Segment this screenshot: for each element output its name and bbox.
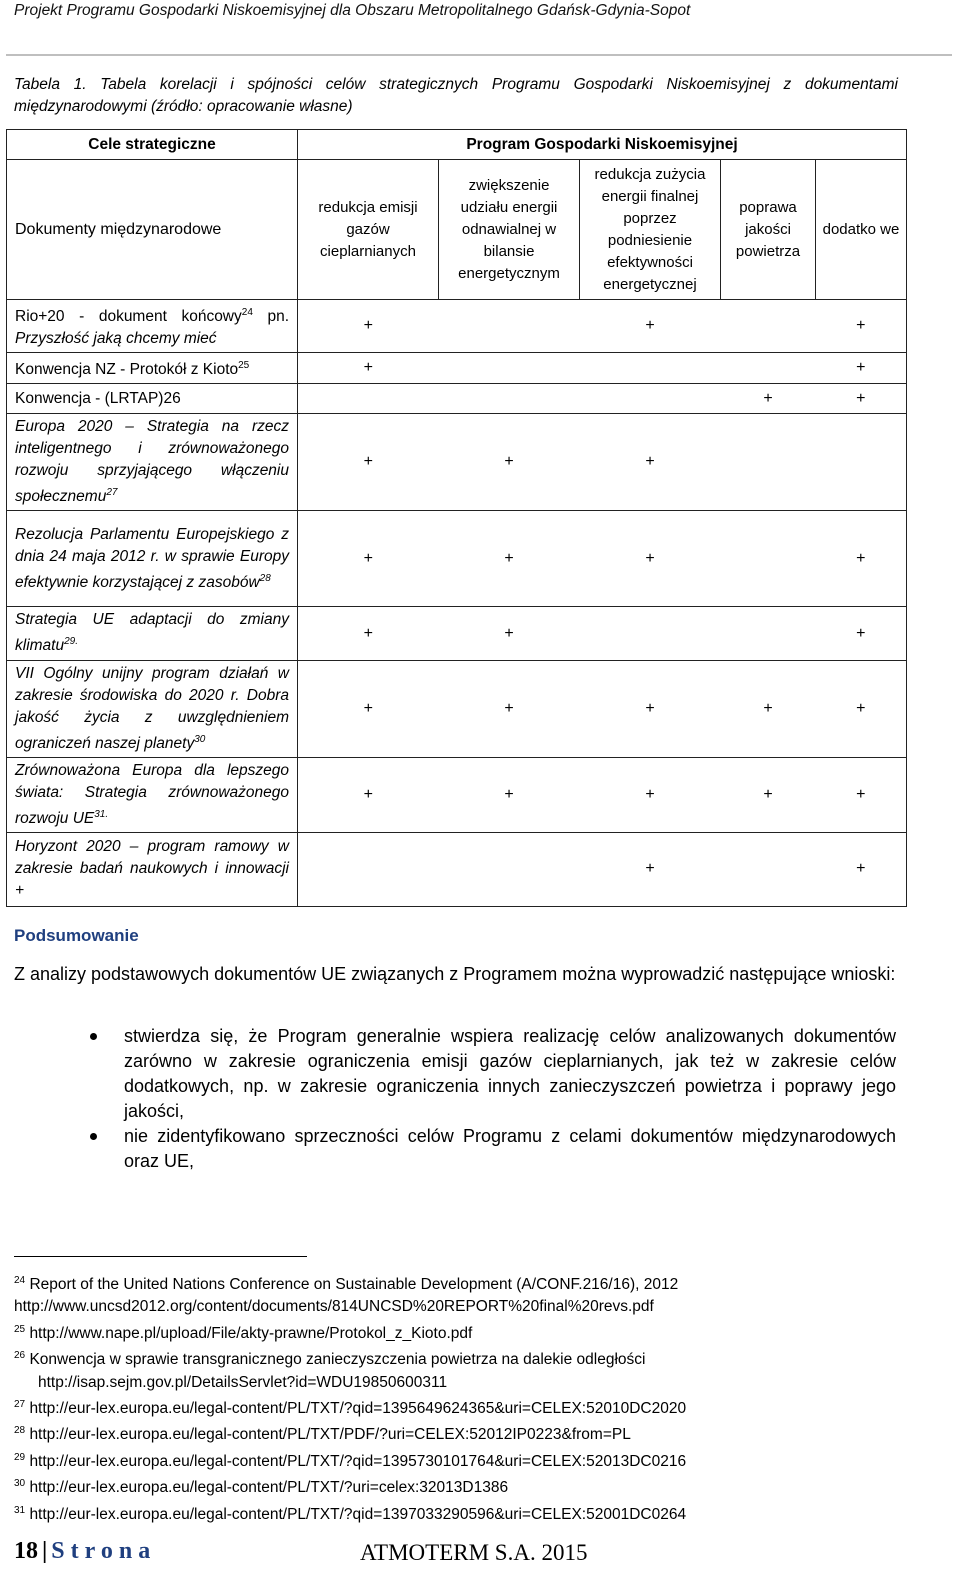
document-cell: [7, 757, 298, 832]
footnote-text: Report of the United Nations Conference on Sustainable Development (A/CONF.216/16), 2012: [29, 1276, 679, 1294]
mark-cell: +: [721, 384, 816, 414]
footnote-number: 31: [14, 1504, 26, 1516]
footnote: [14, 1345, 914, 1394]
table-row: [7, 757, 907, 832]
footnote: [14, 1270, 914, 1319]
mark-cell: +: [580, 757, 721, 832]
mark-cell: +: [721, 757, 816, 832]
running-header: Projekt Programu Gospodarki Niskoemisyjnej dla Obszaru Metropolitalnego Gdańsk-Gdynia-Sopot: [14, 2, 691, 19]
footnote-ref: 28: [259, 572, 271, 584]
column-header-energy-efficiency: redukcja zużycia energii finalnej poprzez podniesienie efektywności energetycznej: [580, 160, 721, 300]
bullet-icon: [90, 1033, 97, 1040]
footnote: [14, 1319, 914, 1345]
mark-cell: +: [721, 660, 816, 757]
table-row: [7, 660, 907, 757]
mark-cell: [721, 414, 816, 511]
program-header: Program Gospodarki Niskoemisyjnej: [298, 130, 907, 160]
mark-cell: +: [298, 414, 439, 511]
mark-cell: +: [816, 660, 907, 757]
mark-cell: +: [298, 607, 439, 660]
column-header-renewable-share: zwiększenie udziału energii odnawialnej w bilansie energetycznym: [439, 160, 580, 300]
document-name: Rio+20 - dokument końcowy: [15, 308, 242, 326]
footnote-text: http://eur-lex.europa.eu/legal-content/PL/TXT/?qid=1395730101764&uri=CELEX:52013DC0216: [29, 1453, 687, 1471]
document-name-cont: pn.: [252, 308, 289, 326]
footnote: [14, 1447, 914, 1473]
mark-cell: [439, 353, 580, 384]
mark-cell: +: [439, 757, 580, 832]
table-row: [7, 384, 907, 414]
footnote-number: 27: [14, 1398, 26, 1410]
footnote: [14, 1500, 914, 1526]
footnote-link: http://www.uncsd2012.org/content/documents/814UNCSD%20REPORT%20final%20revs.pdf: [14, 1298, 654, 1316]
mark-cell: +: [580, 660, 721, 757]
mark-cell: +: [816, 607, 907, 660]
footnote-text: Konwencja w sprawie transgranicznego zanieczyszczenia powietrza na dalekie odległości: [29, 1351, 646, 1369]
mark-cell: [721, 353, 816, 384]
mark-cell: +: [580, 511, 721, 607]
document-name: Konwencja NZ - Protokół z Kioto: [15, 361, 239, 379]
mark-cell: +: [439, 660, 580, 757]
document-name: Strategia UE adaptacji do zmiany klimatu: [15, 611, 289, 655]
footnote-text: http://eur-lex.europa.eu/legal-content/PL/TXT/PDF/?uri=CELEX:52012IP0223&from=PL: [29, 1426, 631, 1444]
mark-cell: [721, 607, 816, 660]
document-title: Przyszłość jaką chcemy mieć: [15, 330, 217, 348]
bullet-text: stwierdza się, że Program generalnie wspiera realizację celów analizowanych dokumentów zarówno w zakresie ograniczenia emisji gazów cieplarnianych, jak też w zakresie celów dodatkowych, np. w zakresie ograniczenia innych zanieczyszczeń powietrza i poprawy jego jakości,: [124, 1026, 896, 1121]
mark-cell: [721, 832, 816, 906]
footnote-number: 26: [14, 1350, 26, 1362]
document-name: Europa 2020 – Strategia na rzecz inteligentnego i zrównoważonego rozwoju sprzyjającego włączeniu społecznemu: [15, 418, 289, 506]
footnote: [14, 1394, 914, 1420]
header-divider: [6, 54, 952, 56]
mark-cell: [439, 832, 580, 906]
column-header-additional: dodatko we: [816, 160, 907, 300]
footnote-text: http://eur-lex.europa.eu/legal-content/PL/TXT/?uri=celex:32013D1386: [29, 1479, 509, 1497]
mark-cell: [439, 300, 580, 353]
footnote-divider: [14, 1256, 307, 1257]
mark-cell: [439, 384, 580, 414]
footnote-ref: 29.: [64, 636, 79, 648]
document-cell: [7, 832, 298, 906]
mark-cell: +: [816, 511, 907, 607]
mark-cell: +: [439, 414, 580, 511]
document-name: Konwencja - (LRTAP)26: [15, 389, 181, 407]
mark-cell: +: [580, 300, 721, 353]
table-row: [7, 607, 907, 660]
table-body: [7, 300, 907, 907]
table-row: [7, 414, 907, 511]
column-header-air-quality: poprawa jakości powietrza: [721, 160, 816, 300]
table-caption: Tabela 1. Tabela korelacji i spójności celów strategicznych Programu Gospodarki Niskoemisyjnej z dokumentami międzynarodowymi (źródło: opracowanie własne): [14, 76, 898, 115]
mark-cell: +: [580, 414, 721, 511]
list-item: [90, 1024, 896, 1124]
document-cell: [7, 607, 298, 660]
footnote-link: http://isap.sejm.gov.pl/DetailsServlet?id=WDU19850600311: [38, 1373, 448, 1391]
footnote-number: 28: [14, 1425, 26, 1437]
table-row: [7, 511, 907, 607]
correlation-table: [6, 129, 907, 907]
mark-cell: +: [298, 660, 439, 757]
goals-header: Cele strategiczne: [7, 130, 298, 160]
mark-cell: [816, 414, 907, 511]
footnote-ref: 25: [238, 360, 250, 372]
document-cell: [7, 300, 298, 353]
mark-cell: +: [816, 300, 907, 353]
summary-title: Podsumowanie: [14, 926, 139, 945]
mark-cell: +: [580, 832, 721, 906]
mark-cell: +: [298, 300, 439, 353]
document-name: Zrównoważona Europa dla lepszego świata: Strategia zrównoważonego rozwoju UE: [15, 761, 289, 827]
footnote-text: http://www.nape.pl/upload/File/akty-prawne/Protokol_z_Kioto.pdf: [29, 1324, 473, 1342]
footnote-number: 29: [14, 1451, 26, 1463]
mark-cell: +: [439, 607, 580, 660]
footnote-text: http://eur-lex.europa.eu/legal-content/PL/TXT/?qid=1395649624365&uri=CELEX:52010DC2020: [29, 1400, 687, 1418]
mark-cell: [580, 607, 721, 660]
footnote-number: 24: [14, 1275, 26, 1286]
bullet-text: nie zidentyfikowano sprzeczności celów Programu z celami dokumentów międzynarodowych oraz UE,: [124, 1126, 896, 1171]
footnote-ref: 27: [106, 487, 118, 499]
table-row: [7, 832, 907, 906]
bullet-icon: [90, 1133, 97, 1140]
mark-cell: +: [816, 757, 907, 832]
footnote-ref: 24: [241, 307, 253, 318]
page-number-value: 18: [14, 1538, 38, 1564]
list-item: [90, 1124, 896, 1174]
mark-cell: [721, 511, 816, 607]
mark-cell: +: [298, 353, 439, 384]
mark-cell: [721, 300, 816, 353]
document-cell: [7, 384, 298, 414]
column-header-ghg-reduction: redukcja emisji gazów cieplarnianych: [298, 160, 439, 300]
company-footer: ATMOTERM S.A. 2015: [360, 1540, 588, 1565]
mark-cell: +: [298, 511, 439, 607]
mark-cell: [580, 384, 721, 414]
table-row: [7, 300, 907, 353]
mark-cell: [298, 832, 439, 906]
mark-cell: [298, 384, 439, 414]
summary-bullets: [90, 1024, 896, 1174]
footnote-text: http://eur-lex.europa.eu/legal-content/PL/TXT/?qid=1397033290596&uri=CELEX:52001DC0264: [29, 1505, 687, 1523]
footnote: [14, 1420, 914, 1446]
document-name: Horyzont 2020 – program ramowy w zakresie badań naukowych i innowacji +: [15, 838, 289, 900]
footnote-ref: 30: [194, 733, 206, 745]
mark-cell: +: [816, 832, 907, 906]
document-cell: [7, 414, 298, 511]
footnote-ref: 31.: [94, 808, 109, 820]
document-cell: [7, 511, 298, 607]
footnote-number: 25: [14, 1323, 26, 1335]
mark-cell: +: [298, 757, 439, 832]
footnote: [14, 1473, 914, 1499]
document-cell: [7, 353, 298, 384]
page-word: Strona: [51, 1538, 157, 1564]
document-name: Rezolucja Parlamentu Europejskiego z dnia 24 maja 2012 r. w sprawie Europy efektywnie korzystającej z zasobów: [15, 525, 289, 592]
mark-cell: +: [816, 353, 907, 384]
footnote-number: 30: [14, 1478, 26, 1490]
table-row: [7, 353, 907, 384]
document-name: VII Ogólny unijny program działań w zakresie środowiska do 2020 r. Dobra jakość życia z uwzględnieniem ograniczeń naszej planety: [15, 664, 289, 752]
footnotes: [14, 1270, 914, 1526]
mark-cell: +: [816, 384, 907, 414]
mark-cell: [580, 353, 721, 384]
summary-intro: Z analizy podstawowych dokumentów UE związanych z Programem można wyprowadzić następujące wnioski:: [14, 964, 896, 984]
documents-header: Dokumenty międzynarodowe: [7, 160, 298, 300]
mark-cell: +: [439, 511, 580, 607]
document-cell: [7, 660, 298, 757]
page-number: [14, 1538, 156, 1565]
page-separator: |: [42, 1538, 48, 1564]
